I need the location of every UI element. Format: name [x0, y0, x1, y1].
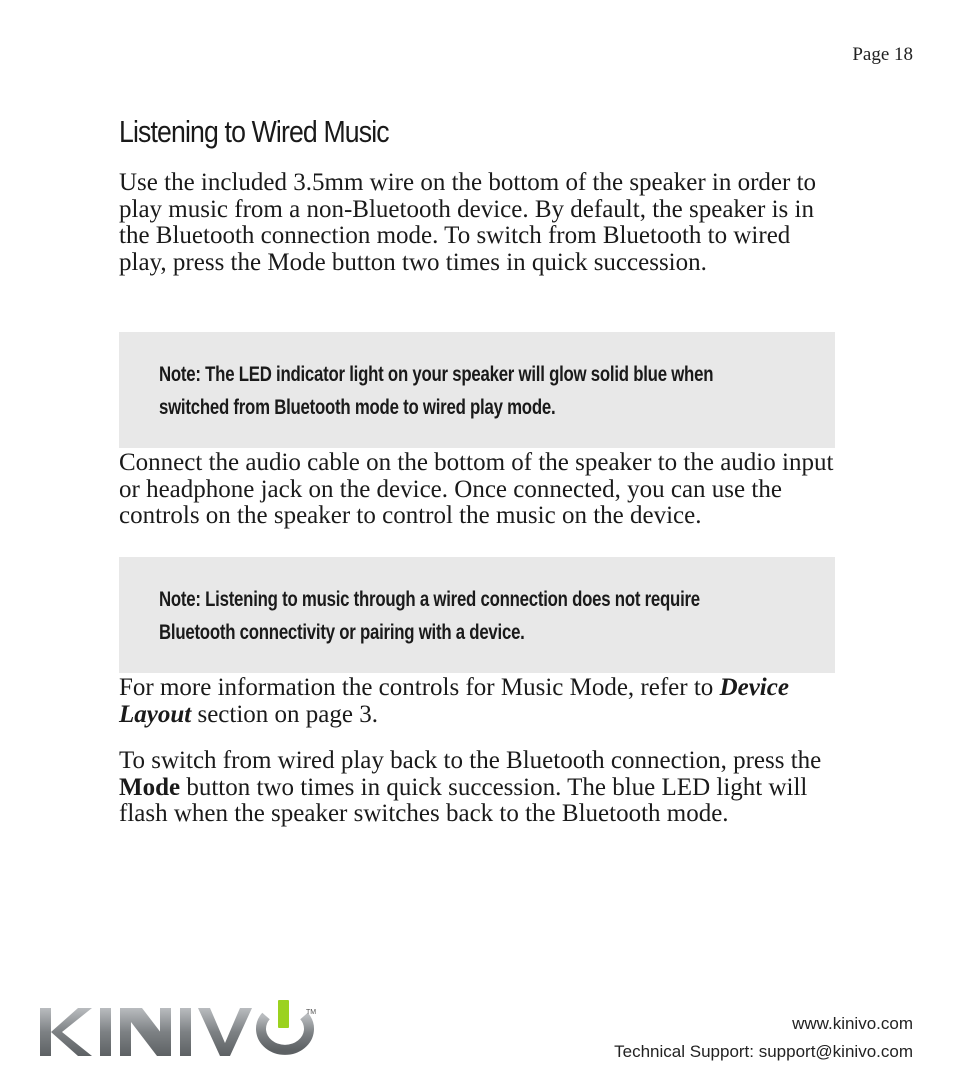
page-title: Listening to Wired Music [119, 114, 389, 149]
paragraph-connect: Connect the audio cable on the bottom of the speaker to the audio input or headphone jack on the device. Once connected, you can use the controls on the speaker to control the music on the device. [119, 449, 834, 529]
kinivo-logo [38, 998, 328, 1060]
note-box-wired [119, 557, 835, 673]
page-number: Page 18 [852, 44, 913, 65]
more-info-text-end: section on page 3. [191, 700, 378, 728]
more-info-text: For more information the controls for Music Mode, refer to [119, 674, 720, 701]
switch-back-text-end: button two times in quick succession. The blue LED light will flash when the speaker switches back to the Bluetooth mode. [119, 773, 808, 827]
trademark-mark: TM [306, 1009, 317, 1016]
switch-back-text: To switch from wired play back to the Bluetooth connection, press the [119, 747, 822, 774]
paragraph-intro: Use the included 3.5mm wire on the bottom of the speaker in order to play music from a non-Bluetooth device. By default, the speaker is in the Bluetooth connection mode. To switch from Bluetooth to wired play, press the Mode button two times in quick succession. [119, 169, 817, 276]
website-link[interactable]: www.kinivo.com [792, 1014, 913, 1033]
note-box-led [119, 332, 835, 448]
mode-button-reference: Mode [119, 773, 181, 801]
paragraph-switch-back [119, 748, 835, 828]
support-contact[interactable]: Technical Support: support@kinivo.com [614, 1042, 913, 1061]
note-led-text: Note: The LED indicator light on your speaker will glow solid blue when switched from Bluetooth mode to wired play mode. [159, 363, 714, 419]
paragraph-more-info [119, 675, 835, 728]
device-layout-reference: Device Layout [119, 674, 789, 728]
note-wired-text: Note: Listening to music through a wired connection does not require Bluetooth connectivity or pairing with a device. [159, 588, 700, 644]
